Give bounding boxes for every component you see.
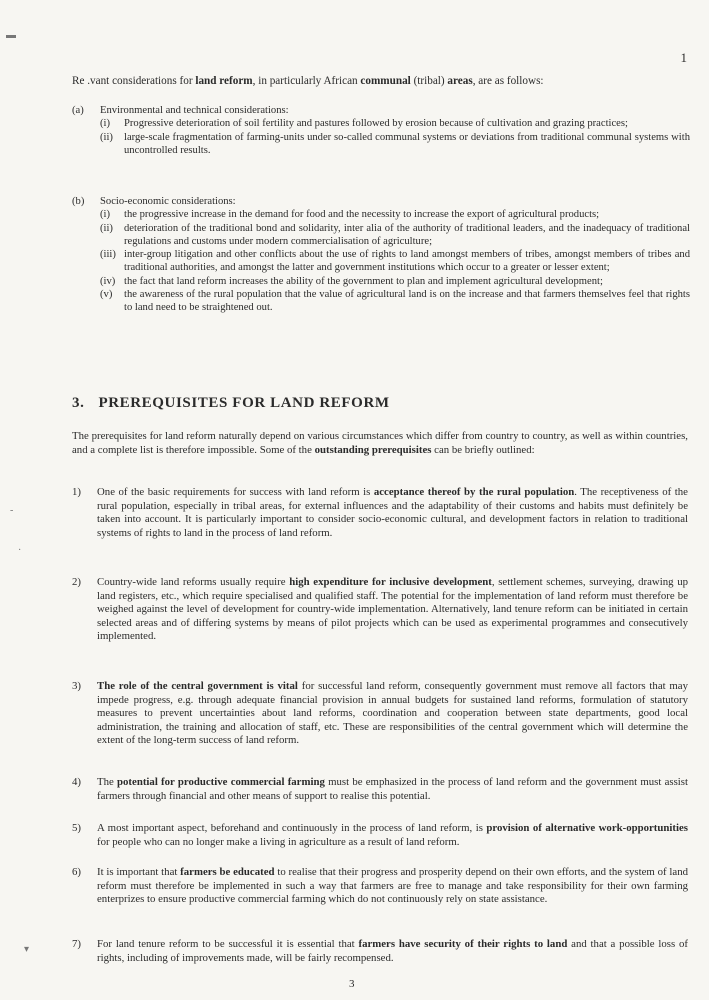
list-item: (i) Progressive deterioration of soil fertility and pastures followed by erosion because of cultivation and grazing practices; bbox=[100, 118, 628, 130]
group-heading: Environmental and technical considerations: bbox=[100, 105, 289, 116]
scan-mark: ▬ bbox=[6, 30, 16, 41]
list-item: (ii) deterioration of the traditional bond and solidarity, inter alia of the authority of traditional leaders, and the inadequacy of traditional regulations and customs under modern commercialisation of agriculture; bbox=[100, 222, 690, 247]
list-item: (iii) inter-group litigation and other conflicts about the use of rights to land amongst members of tribes, amongst members of tribes and traditional authorities, and amongst the latter and government institutions which occur to a greater or lesser extent; bbox=[100, 249, 690, 274]
page-number-bottom: 3 bbox=[349, 978, 355, 990]
prerequisite-item: 5) A most important aspect, beforehand and continuously in the process of land reform, is provision of alternative work-opportunities for people who can no longer make a living in agriculture as a result of land reform. bbox=[72, 822, 689, 848]
list-item: (i) the progressive increase in the demand for food and the necessity to increase the export of agricultural products; bbox=[100, 209, 600, 221]
page-number-top: 1 bbox=[680, 50, 687, 65]
prerequisite-item: 2) Country-wide land reforms usually require high expenditure for inclusive development, settlement schemes, surveying, drawing up land registers, etc., which require specialised and qualified staff. The potential for the implementation of land reform must therefore be weighed against the level of development for country-wide implementation. Alternatively, land tenure reform can be initiated in certain selected areas and of differing systems by means of pilot projects which can be used as experimental programmes and consecutively implemented. bbox=[72, 576, 688, 643]
scan-mark: · bbox=[18, 545, 22, 556]
considerations-group-b bbox=[72, 195, 690, 315]
list-item: (v) the awareness of the rural population that the value of agricultural land is on the increase and that farmers themselves feel that rights to land need to be straightened out. bbox=[100, 289, 690, 314]
intro-line: Re .vant considerations for land reform, in particularly African communal (tribal) areas, are as follows: bbox=[72, 75, 544, 87]
group-label: (a) bbox=[72, 105, 84, 116]
list-item: (ii) large-scale fragmentation of farming-units under so-called communal systems or deviations from traditional communal systems with uncontrolled results. bbox=[100, 131, 690, 156]
section-intro: The prerequisites for land reform naturally depend on various circumstances which differ from country to country, as well as within countries, and a complete list is therefore impossible. Some of the outstanding prerequisites can be briefly outlined: bbox=[72, 430, 688, 456]
group-label: (b) bbox=[72, 196, 85, 207]
group-heading: Socio-economic considerations: bbox=[100, 196, 236, 207]
scan-mark: ▾ bbox=[24, 944, 30, 955]
section-heading: 3. PREREQUISITES FOR LAND REFORM bbox=[72, 395, 390, 411]
prerequisite-item: 3) The role of the central government is vital for successful land reform, consequently government must remove all factors that may impede progress, e.g. through adequate financial provision in annual budgets for sustained land reforms, formulation of statutory measures to prevent uncertainties about land reforms, coordination and cooperation between state departments, good local administration, the training and allocation of staff, etc. These are responsibilities of the central government which will determine the extent of the long-term success of land reform. bbox=[72, 680, 688, 747]
prerequisite-item: 4) The potential for productive commercial farming must be emphasized in the process of land reform and the government must assist farmers through financial and other means of support to realise this potential. bbox=[72, 776, 688, 802]
scan-mark: - bbox=[10, 505, 14, 516]
prerequisite-item: 1) One of the basic requirements for success with land reform is acceptance thereof by the rural population. The receptiveness of the rural population, especially in tribal areas, for external influences and the adaptability of their customs and habits must definitely be taken into account. It is particularly important to consider socio-economic cultural, and development factors in relation to traditional systems of rights to land in the process of land reform. bbox=[72, 486, 688, 539]
prerequisite-item: 6) It is important that farmers be educated to realise that their progress and prosperity depend on their own efforts, and the system of land reform must therefore be implemented in such a way that farmers are free to manage and take responsibility for their own farming enterprizes to ensure productive commercial farming which do not continuously rely on state assistance. bbox=[72, 866, 689, 906]
considerations-group-a bbox=[72, 104, 690, 157]
prerequisite-item: 7) For land tenure reform to be successful it is essential that farmers have security of their rights to land and that a possible loss of rights, including of improvements made, will be fairly recompensed. bbox=[72, 938, 688, 964]
list-item: (iv) the fact that land reform increases the ability of the government to plan and implement agricultural development; bbox=[100, 275, 603, 287]
